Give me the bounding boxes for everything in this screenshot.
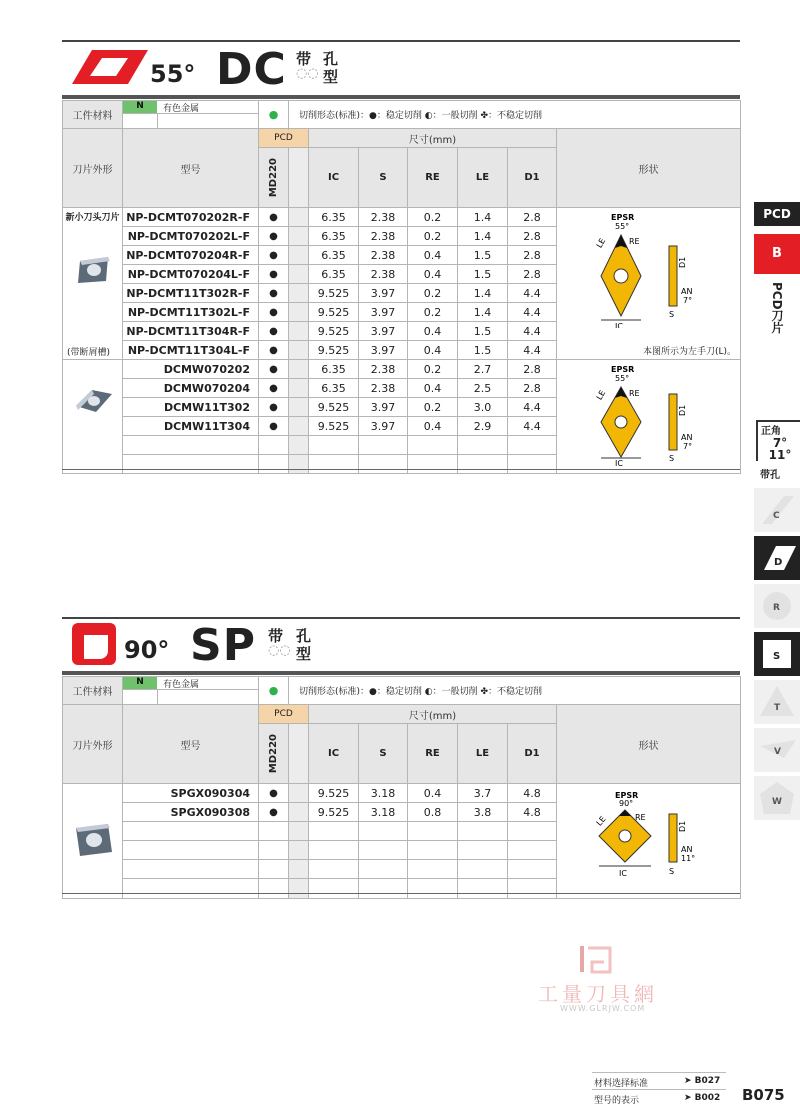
section2-angle: 90° (124, 636, 170, 664)
cell-s: 3.97 (359, 398, 408, 417)
cut-legend: 切削形态(标准)：●：稳定切削 ◐：一般切削 ✤：不稳定切削 (289, 677, 741, 705)
diag-d1: D1 (678, 820, 687, 832)
insert-photo-icon (70, 384, 116, 418)
dim-s-header: S (359, 148, 408, 208)
table-row-model: SPGX090304 (123, 784, 259, 803)
cell-d1: 4.8 (508, 803, 557, 822)
diag-le: LE (594, 814, 608, 828)
sp-diagram-cell (557, 784, 741, 899)
model-col-label: 型号 (123, 705, 259, 784)
cell-le: 1.5 (458, 341, 508, 360)
cell-ic: 9.525 (309, 303, 359, 322)
cell-d1: 4.4 (508, 284, 557, 303)
cell-s: 2.38 (359, 360, 408, 379)
grade-mark: ● (259, 303, 289, 322)
diag-an-val: 11° (681, 854, 696, 863)
material-code: N (123, 101, 157, 113)
cell-d1: 2.8 (508, 227, 557, 246)
cell-re: 0.2 (408, 303, 458, 322)
diag-d1: D1 (678, 404, 687, 416)
sidebar-shape-w[interactable] (754, 776, 800, 820)
dim-d1-header: D1 (508, 724, 557, 784)
sp-insert-diagram (557, 784, 741, 892)
diag-epsr: EPSR (611, 213, 635, 222)
diag-s: S (669, 454, 675, 463)
group1-caption: 新小刀头刀片 (65, 213, 120, 223)
cell-ic: 9.525 (309, 398, 359, 417)
section2-header-bar (62, 671, 740, 675)
section2-tag-top: 带 (268, 627, 284, 645)
sidebar-shape-t[interactable] (754, 680, 800, 724)
shape-s-label: S (773, 651, 781, 662)
shape-d-label: D (774, 557, 783, 568)
cell-d1: 4.4 (508, 398, 557, 417)
cell-d1: 2.8 (508, 208, 557, 227)
cell-d1: 4.4 (508, 322, 557, 341)
diag-an: AN (681, 845, 693, 854)
diag-le: LE (594, 388, 608, 402)
cell-d1: 2.8 (508, 379, 557, 398)
dim-le-header: LE (458, 148, 508, 208)
material-status-dot: ● (259, 101, 289, 129)
section1-angle: 55° (150, 60, 196, 88)
table-row-model: NP-DCMT070204R-F (123, 246, 259, 265)
grade-mark: ● (259, 379, 289, 398)
cell-s: 3.97 (359, 417, 408, 436)
diag-d1: D1 (678, 256, 687, 268)
cell-ic: 6.35 (309, 208, 359, 227)
shape-header: 形状 (557, 129, 741, 208)
cell-ic: 6.35 (309, 246, 359, 265)
diag-angle: 55° (615, 374, 630, 383)
dims-header: 尺寸(mm) (309, 705, 557, 724)
section1-bottom-rule (62, 469, 740, 470)
material-name: 有色金属 (163, 680, 200, 690)
sidebar-shape-r[interactable] (754, 584, 800, 628)
sidebar-shape-d[interactable] (754, 536, 800, 580)
cell-ic: 6.35 (309, 227, 359, 246)
cell-re: 0.8 (408, 803, 458, 822)
section2-tag-kong: 孔 (296, 627, 312, 645)
diag-s: S (669, 867, 675, 876)
dim-d1-header: D1 (508, 148, 557, 208)
sidebar-shape-c[interactable] (754, 488, 800, 532)
diag-s: S (669, 310, 675, 319)
cell-s: 3.97 (359, 322, 408, 341)
shape-w-label: W (772, 797, 782, 807)
table-row-model: DCMW11T302 (123, 398, 259, 417)
table-row-model: NP-DCMT11T302L-F (123, 303, 259, 322)
cell-ic: 9.525 (309, 417, 359, 436)
left-hand-note: 本图所示为左手刀(L)。 (642, 347, 737, 357)
grade-mark: ● (259, 360, 289, 379)
table-row-model: NP-DCMT11T304R-F (123, 322, 259, 341)
cell-re: 0.2 (408, 398, 458, 417)
cell-s: 3.18 (359, 784, 408, 803)
page-number: B075 (742, 1086, 785, 1104)
sidebar-angle-label: 正角 (761, 426, 781, 437)
hole-circles-icon: ◌◌ (296, 66, 319, 81)
dim-ic-header: IC (309, 724, 359, 784)
table-row-model: NP-DCMT070204L-F (123, 265, 259, 284)
cell-ic: 9.525 (309, 784, 359, 803)
material-code: N (123, 677, 157, 689)
cell-ic: 9.525 (309, 803, 359, 822)
grade-mark: ● (259, 417, 289, 436)
material-name: 有色金属 (163, 104, 200, 114)
section2-tag-xing: 型 (296, 645, 312, 663)
sidebar-shape-s[interactable] (754, 632, 800, 676)
pcd-header: PCD (259, 705, 309, 724)
sidebar-pcd-tab[interactable]: PCD (754, 202, 800, 226)
grade-mark: ● (259, 341, 289, 360)
dc-insert-diagram (557, 208, 741, 328)
cell-le: 2.7 (458, 360, 508, 379)
table-row-model: NP-DCMT11T304L-F (123, 341, 259, 360)
table-row-model: NP-DCMT070202R-F (123, 208, 259, 227)
diag-ic: IC (615, 459, 623, 468)
sidebar-hole-label: 带孔 (760, 470, 780, 481)
sidebar-shape-v[interactable] (754, 728, 800, 772)
group1-diagram-cell (557, 208, 741, 360)
cell-le: 3.8 (458, 803, 508, 822)
grade-label: MD220 (268, 157, 279, 198)
cell-le: 3.0 (458, 398, 508, 417)
grade-mark: ● (259, 208, 289, 227)
diag-an: AN (681, 287, 693, 296)
dim-re-header: RE (408, 724, 458, 784)
section2-top-rule (62, 617, 740, 619)
cell-d1: 2.8 (508, 246, 557, 265)
top-rule (62, 40, 740, 42)
cell-d1: 4.4 (508, 303, 557, 322)
material-cell (123, 101, 259, 129)
cell-s: 2.38 (359, 246, 408, 265)
table-row-model: DCMW070202 (123, 360, 259, 379)
cell-d1: 4.4 (508, 417, 557, 436)
cell-ic: 9.525 (309, 284, 359, 303)
cell-le: 2.9 (458, 417, 508, 436)
dims-header: 尺寸(mm) (309, 129, 557, 148)
grade-mark: ● (259, 227, 289, 246)
shape-col-label: 刀片外形 (63, 705, 123, 784)
diag-an-val: 7° (683, 296, 693, 305)
footer-ref2-label: 型号的表示 (594, 1096, 640, 1106)
footer-ref2-link[interactable]: ➤ B002 (684, 1093, 721, 1103)
insert-photo-icon (70, 253, 116, 287)
shape-col-label: 刀片外形 (63, 129, 123, 208)
sp-shape-cell (63, 784, 123, 899)
cell-s: 3.97 (359, 303, 408, 322)
watermark-text: 工量刀具網 (538, 982, 658, 1006)
diag-epsr: EPSR (615, 791, 639, 800)
sidebar-angle-1: 7° (772, 436, 788, 450)
sidebar-angle-box (756, 420, 800, 461)
diag-re: RE (635, 813, 646, 822)
material-label: 工件材料 (63, 677, 123, 705)
diag-an: AN (681, 433, 693, 442)
diag-le: LE (594, 236, 608, 250)
grade-mark: ● (259, 246, 289, 265)
cell-s: 2.38 (359, 265, 408, 284)
group2-shape-cell (63, 360, 123, 474)
grade-mark: ● (259, 398, 289, 417)
dcmw-insert-diagram (557, 360, 741, 468)
diag-ic: IC (619, 869, 627, 878)
sp-logo-icon (70, 621, 120, 667)
dim-s-header: S (359, 724, 408, 784)
cell-d1: 2.8 (508, 360, 557, 379)
cell-ic: 6.35 (309, 360, 359, 379)
cell-re: 0.2 (408, 208, 458, 227)
cell-le: 1.4 (458, 284, 508, 303)
cell-re: 0.4 (408, 379, 458, 398)
cell-ic: 9.525 (309, 341, 359, 360)
group1-shape-cell (63, 208, 123, 360)
table-row-model: NP-DCMT070202L-F (123, 227, 259, 246)
shape-t-label: T (774, 703, 781, 713)
cell-s: 2.38 (359, 379, 408, 398)
shape-c-label: C (773, 511, 780, 521)
cell-le: 1.4 (458, 208, 508, 227)
cell-le: 3.7 (458, 784, 508, 803)
group2-diagram-cell (557, 360, 741, 474)
cell-re: 0.4 (408, 265, 458, 284)
cell-s: 2.38 (359, 227, 408, 246)
cell-le: 1.4 (458, 227, 508, 246)
cell-le: 1.5 (458, 322, 508, 341)
section1-tag-kong: 孔 (323, 50, 339, 68)
cell-le: 1.5 (458, 246, 508, 265)
footer-ref1-label: 材料选择标准 (594, 1079, 649, 1089)
dim-re-header: RE (408, 148, 458, 208)
grade-mark: ● (259, 284, 289, 303)
diag-angle: 55° (615, 222, 630, 231)
cell-re: 0.2 (408, 284, 458, 303)
sidebar-pcd-vertical: PCD刀片 (770, 282, 784, 334)
grade-mark: ● (259, 322, 289, 341)
section1-tag-top: 带 (296, 50, 312, 68)
cell-le: 2.5 (458, 379, 508, 398)
cell-s: 2.38 (359, 208, 408, 227)
insert-photo-icon (70, 820, 116, 860)
grade-mark: ● (259, 803, 289, 822)
table-row-model: SPGX090308 (123, 803, 259, 822)
section2-code: SP (190, 620, 256, 671)
cell-re: 0.4 (408, 322, 458, 341)
cell-s: 3.97 (359, 341, 408, 360)
diag-ic: IC (615, 322, 623, 328)
shape-header: 形状 (557, 705, 741, 784)
cell-re: 0.4 (408, 417, 458, 436)
model-col-label: 型号 (123, 129, 259, 208)
cell-s: 3.18 (359, 803, 408, 822)
section2-table (62, 676, 741, 899)
hole-circles-icon: ◌◌ (268, 643, 291, 658)
diag-epsr: EPSR (611, 365, 635, 374)
dim-ic-header: IC (309, 148, 359, 208)
diag-re: RE (629, 389, 640, 398)
cell-re: 0.4 (408, 246, 458, 265)
cell-re: 0.4 (408, 341, 458, 360)
cell-le: 1.4 (458, 303, 508, 322)
dc-logo-icon (70, 46, 150, 88)
diag-angle: 90° (619, 799, 634, 808)
pcd-header: PCD (259, 129, 309, 148)
section1-tag-xing: 型 (323, 68, 339, 86)
dim-le-header: LE (458, 724, 508, 784)
cell-s: 3.97 (359, 284, 408, 303)
section1-header-bar (62, 95, 740, 99)
diag-an-val: 7° (683, 442, 693, 451)
cell-d1: 4.8 (508, 784, 557, 803)
cell-d1: 2.8 (508, 265, 557, 284)
cell-ic: 6.35 (309, 379, 359, 398)
shape-v-label: V (774, 747, 781, 757)
material-label: 工件材料 (63, 101, 123, 129)
grade-mark: ● (259, 784, 289, 803)
grade-label: MD220 (268, 733, 279, 774)
sidebar-b-tab[interactable]: B (754, 234, 800, 274)
material-cell (123, 677, 259, 705)
cell-ic: 6.35 (309, 265, 359, 284)
group1-sub: (带断屑槽) (67, 348, 111, 358)
table-row-model: DCMW11T304 (123, 417, 259, 436)
cell-re: 0.2 (408, 360, 458, 379)
cell-d1: 4.4 (508, 341, 557, 360)
watermark-url: WWW.GLRJW.COM (560, 1004, 646, 1013)
cell-re: 0.2 (408, 227, 458, 246)
section1-code: DC (216, 44, 287, 95)
table-row-model: DCMW070204 (123, 379, 259, 398)
grade-mark: ● (259, 265, 289, 284)
cut-legend: 切削形态(标准)：●：稳定切削 ◐：一般切削 ✤：不稳定切削 (289, 101, 741, 129)
cell-re: 0.4 (408, 784, 458, 803)
shape-r-label: R (773, 603, 780, 613)
diag-re: RE (629, 237, 640, 246)
section2-bottom-rule (62, 893, 740, 894)
material-status-dot: ● (259, 677, 289, 705)
cell-ic: 9.525 (309, 322, 359, 341)
sidebar-angle-2: 11° (768, 448, 792, 462)
section1-table (62, 100, 741, 474)
footer-ref1-link[interactable]: ➤ B027 (684, 1076, 721, 1086)
table-row-model: NP-DCMT11T302R-F (123, 284, 259, 303)
cell-le: 1.5 (458, 265, 508, 284)
watermark-logo-icon (576, 942, 616, 978)
